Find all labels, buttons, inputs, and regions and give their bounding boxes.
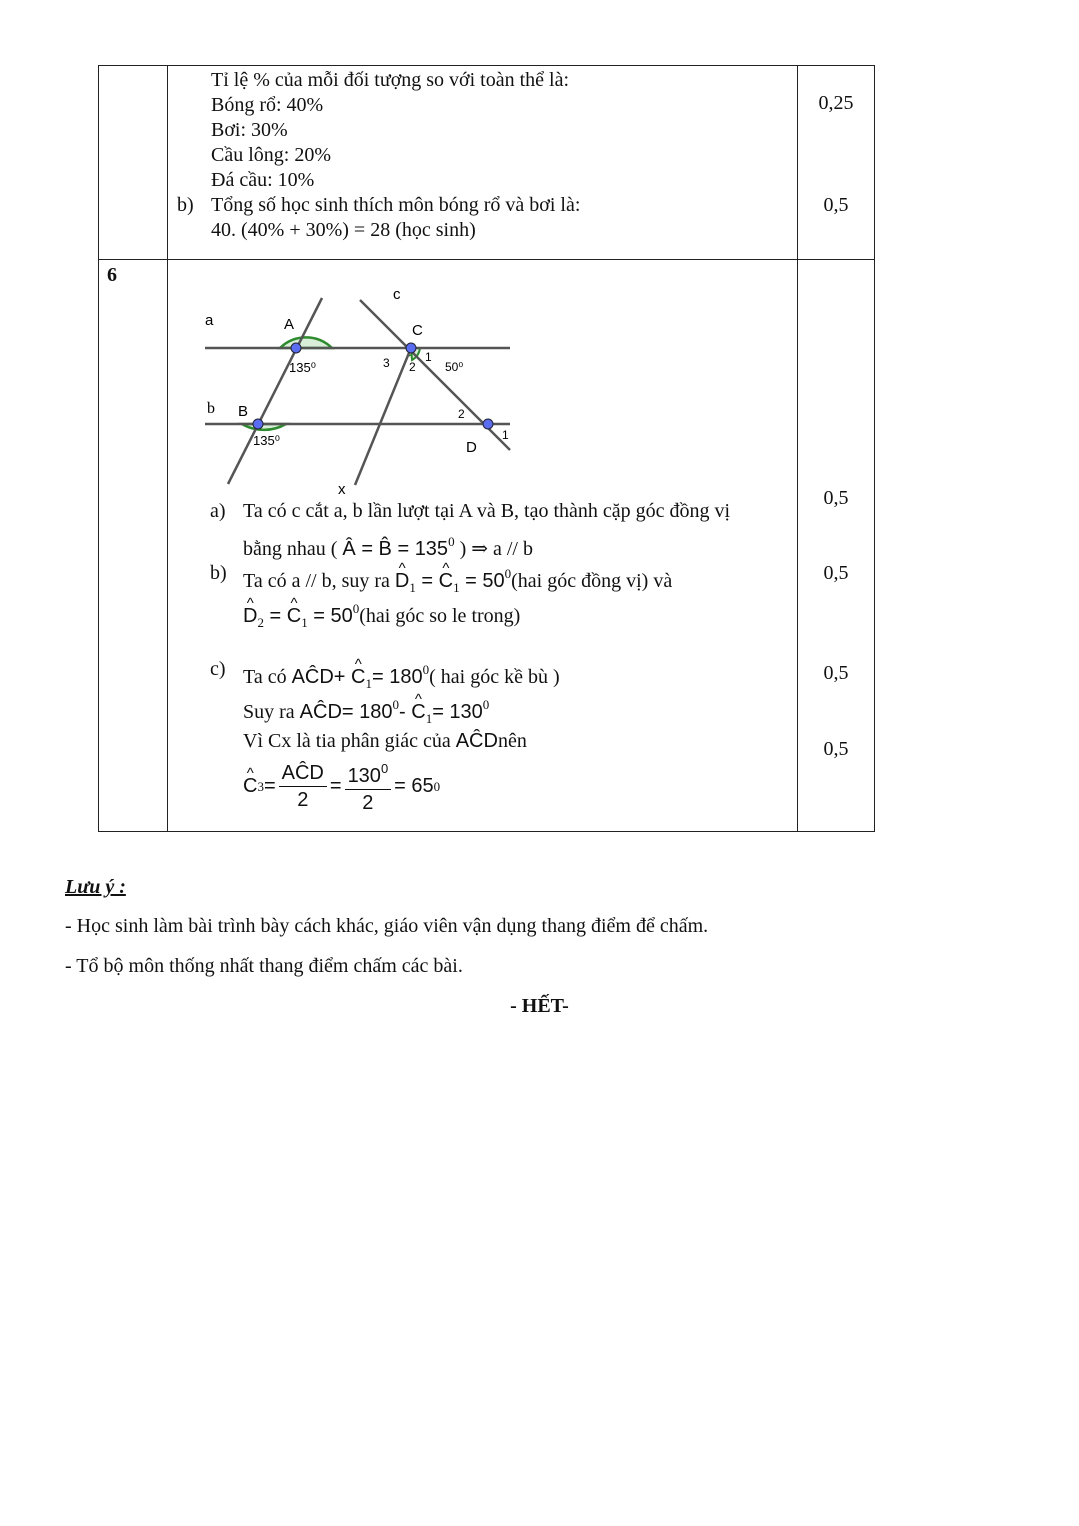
part-b-D-sub: 1	[409, 580, 416, 595]
angle-arc-A	[280, 337, 332, 348]
table-row-divider	[98, 259, 875, 260]
point-A	[291, 343, 301, 353]
part-c-line1-C-hat: ^ C	[351, 665, 365, 690]
part-c-line4-sub: 3	[257, 778, 264, 794]
label-angle-C1: 50⁰	[445, 360, 464, 374]
row1-percent-block	[211, 68, 569, 193]
part-b2-val: = 50	[307, 605, 353, 627]
label-C3: 3	[383, 356, 390, 370]
part-c-line2	[243, 692, 489, 731]
row1-line: Tỉ lệ % của mỗi đối tượng so với toàn thể là:	[211, 69, 570, 91]
part-b2-D-hat: ^ D	[243, 604, 257, 629]
score-part-c-2: 0,5	[823, 738, 849, 760]
part-c-line1	[243, 657, 560, 696]
row1-line: Bơi: 30%	[211, 119, 288, 141]
part-b-D-hat: ^ D	[395, 569, 409, 594]
table-border-left	[98, 65, 99, 832]
part-c-line1-pre: Ta có	[243, 666, 287, 688]
part-b-val: = 50	[459, 570, 505, 592]
part-c-line4-C-hat: ^ C	[243, 774, 257, 799]
part-c-line3	[243, 729, 527, 754]
part-b-line2	[243, 596, 520, 635]
row1-line: Đá cầu: 10%	[211, 169, 315, 191]
point-D	[483, 419, 493, 429]
table-border-right	[874, 65, 875, 832]
label-C: C	[412, 322, 423, 339]
fraction2-numerator	[345, 756, 392, 790]
part-b2-sup: 0	[352, 601, 360, 616]
fraction2-denominator: 2	[362, 792, 374, 814]
part-c-line2-mid: -	[399, 701, 412, 723]
notes-item-1: - Học sinh làm bài trình bày cách khác, giáo viên vận dụng thang điểm để chấm.	[65, 915, 709, 937]
label-angle-A: 135⁰	[289, 360, 316, 375]
part-c-line2-math: AĈD= 180	[299, 701, 393, 723]
part-c-label: c)	[210, 658, 226, 680]
fraction1-numerator: AĈD	[279, 760, 327, 787]
fraction2-num-value: 130	[347, 765, 381, 787]
part-c-line3-pre: Vì Cx là tia phân giác của	[243, 730, 451, 752]
part-b-C-sub: 1	[453, 580, 460, 595]
part-b2-D-sub: 2	[257, 615, 264, 630]
label-angle-B: 135⁰	[253, 433, 280, 448]
label-D2: 2	[458, 407, 465, 421]
label-C2: 2	[409, 360, 416, 374]
label-A: A	[284, 316, 295, 333]
end-marker: - HẾT-	[510, 995, 569, 1017]
row1-b-line: Tổng số học sinh thích môn bóng rổ và bơi là:	[211, 194, 581, 216]
part-a-line2-math: Â = B̂ = 135	[342, 538, 449, 560]
label-C1: 1	[425, 350, 432, 364]
fraction-130-over-2	[345, 756, 392, 816]
row1-b-block	[211, 193, 580, 243]
part-b-label: b)	[210, 562, 227, 584]
part-b-eq: =	[415, 570, 439, 592]
line-AB	[228, 298, 322, 484]
part-b-sup: 0	[504, 566, 512, 581]
part-b2-eq: =	[263, 605, 287, 627]
table-border-top	[98, 65, 875, 66]
score-row1-b: 0,5	[823, 194, 849, 216]
label-B: B	[238, 403, 249, 420]
row1-b-label: b)	[177, 194, 194, 216]
row1-line: Bóng rổ: 40%	[211, 94, 324, 116]
label-a: a	[205, 312, 214, 329]
fraction2-num-sup: 0	[380, 761, 389, 776]
part-a-line2-pre: bằng nhau (	[243, 538, 338, 560]
score-part-c-1: 0,5	[823, 662, 849, 684]
part-c-line2-sup: 0	[392, 697, 400, 712]
part-c-line1-sup: 0	[422, 662, 430, 677]
part-c-line3-math: AĈD	[455, 730, 498, 752]
part-c-line4-eq3: = 65	[394, 774, 434, 797]
geometry-figure	[190, 280, 530, 500]
row1-line: Cầu lông: 20%	[211, 144, 331, 166]
part-b2-C-sub: 1	[301, 615, 308, 630]
notes-title: Lưu ý :	[65, 876, 126, 898]
label-D1: 1	[502, 428, 509, 442]
part-c-line1-sub: 1	[365, 676, 372, 691]
part-c-line1-math: AĈD+	[291, 666, 352, 688]
part-c-line4-sup: 0	[433, 778, 441, 794]
part-c-line4-eq1: =	[263, 774, 276, 797]
label-x: x	[338, 481, 346, 498]
point-B	[253, 419, 263, 429]
label-D: D	[466, 439, 477, 456]
label-c: c	[393, 286, 401, 303]
part-b-line1-pre: Ta có a // b, suy ra	[243, 570, 390, 592]
part-c-line4	[243, 757, 440, 815]
part-a-line2-post: ) ⇒ a // b	[459, 538, 533, 560]
fraction1-denominator: 2	[297, 788, 309, 811]
part-b2-C-hat: ^ C	[287, 604, 301, 629]
fraction-acd-over-2	[279, 760, 327, 813]
label-b: b	[207, 400, 215, 417]
table-col-divider-2	[797, 65, 798, 832]
row1-b-line: 40. (40% + 30%) = 28 (học sinh)	[211, 219, 476, 241]
part-c-line3-post: nên	[497, 730, 527, 752]
part-a-label: a)	[210, 500, 226, 522]
part-c-line1-post: ( hai góc kề bù )	[429, 666, 560, 688]
table-col-divider-1	[167, 65, 168, 832]
score-row1-a: 0,25	[818, 92, 854, 114]
part-c-line2-C-hat: ^ C	[411, 700, 425, 725]
part-b-line2-post: (hai góc so le trong)	[359, 605, 521, 627]
table-border-bottom	[98, 831, 875, 832]
part-c-line1-eq: = 180	[372, 666, 423, 688]
part-a-line2-sup: 0	[448, 534, 455, 549]
notes-item-2: - Tổ bộ môn thống nhất thang điểm chấm các bài.	[65, 955, 463, 977]
part-a-line2	[243, 529, 533, 562]
part-c-line2-sup2: 0	[482, 697, 490, 712]
part-b-line1-post: (hai góc đồng vị) và	[511, 570, 673, 592]
part-c-line4-eq2: =	[329, 774, 342, 797]
score-part-a: 0,5	[823, 487, 849, 509]
score-part-b: 0,5	[823, 562, 849, 584]
part-c-line2-pre: Suy ra	[243, 701, 295, 723]
part-c-line2-sub: 1	[425, 711, 433, 726]
part-a-line1: Ta có c cắt a, b lần lượt tại A và B, tạo thành cặp góc đồng vị	[243, 500, 731, 522]
part-b-line1	[243, 561, 672, 600]
part-c-line2-eq: = 130	[432, 701, 483, 723]
part-b-C-hat: ^ C	[439, 569, 453, 594]
point-C	[406, 343, 416, 353]
question-number: 6	[107, 264, 117, 286]
